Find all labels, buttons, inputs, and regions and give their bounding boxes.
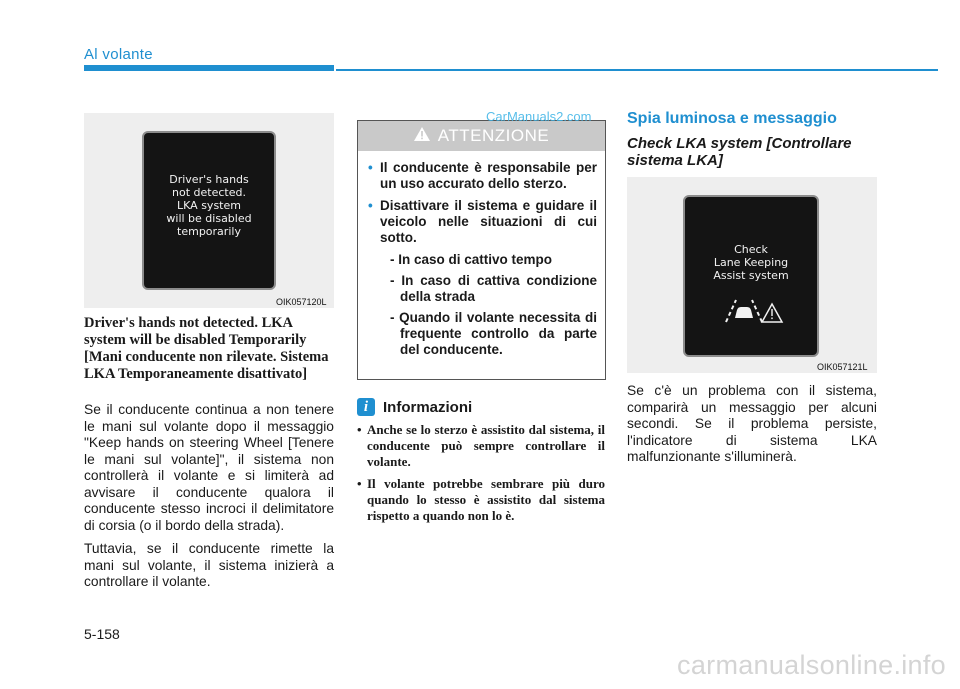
bullet-icon: • (368, 198, 373, 213)
page-number: 5-158 (84, 626, 120, 642)
warning-subitem: - In caso di cattiva condizione della strada (390, 273, 597, 304)
watermark: CarManuals2.com (486, 109, 592, 124)
paragraph: Tuttavia, se il conducente rimette la mani sul volante, il sistema inizierà a controllare il volante. (84, 541, 334, 589)
screen-line: temporarily (177, 225, 241, 238)
info-item: • Il volante potrebbe sembrare più duro quando lo stesso è assistito dal sistema rispetto a quando non lo è. (357, 476, 605, 523)
warning-list (358, 151, 605, 358)
warning-subitem: - In caso di cattivo tempo (390, 252, 553, 267)
info-item: • Anche se lo sterzo è assistito dal sistema, il conducente può sempre controllare il volante. (357, 422, 605, 469)
screen-line: Assist system (713, 269, 789, 282)
bullet-icon: • (357, 476, 362, 491)
warning-header (358, 121, 605, 151)
warning-title: ATTENZIONE (437, 126, 550, 145)
screen-line: Driver's hands (169, 173, 249, 186)
image-code: OIK057120L (276, 297, 327, 307)
screen-line: will be disabled (166, 212, 252, 225)
info-title: Informazioni (383, 398, 473, 416)
section-title: Al volante (84, 46, 153, 63)
footer-watermark: carmanualsonline.info (677, 650, 946, 680)
screen-line: Check (734, 243, 768, 256)
bullet-icon: • (357, 422, 362, 437)
warning-box (357, 120, 606, 380)
screen-line: Lane Keeping (713, 256, 789, 269)
lka-check-image (627, 177, 877, 373)
info-header (357, 398, 472, 416)
warning-icon (414, 126, 430, 146)
right-body (627, 383, 877, 473)
bullet-icon: • (368, 160, 373, 175)
paragraph: Se il conducente continua a non tenere le mani sul volante dopo il messaggio "Keep hands on steering Wheel [Tenere le mani sul volante]", il sistema non controllerà il volante e si limiterà ad avvisare il conducente qualora il conducente stesso incroci il delimitatore di corsia (o il bordo della strada). (84, 402, 334, 533)
lka-hands-image (84, 113, 334, 308)
cluster-screen (142, 131, 276, 290)
warning-item: • Il conducente è responsabile per un uso accurato dello sterzo. (368, 160, 597, 191)
screen-line: LKA system (177, 199, 241, 212)
left-heading: Driver's hands not detected. LKA system will be disabled Temporarily [Mani conducente non rilevate. Sistema LKA Temporaneamente disattivato] (84, 315, 329, 382)
header-rule (336, 69, 938, 71)
info-icon: i (357, 398, 375, 416)
warning-subitem: - Quando il volante necessita di frequente controllo da parte del conducente. (390, 310, 597, 357)
cluster-screen (683, 195, 819, 357)
header-bar (84, 65, 334, 71)
screen-line: not detected. (172, 186, 246, 199)
lka-warning-icon (685, 296, 817, 329)
right-title: Spia luminosa e messaggio (627, 110, 837, 127)
left-body (84, 402, 334, 598)
paragraph: Se c'è un problema con il sistema, comparirà un messaggio per alcuni secondi. Se il problema persiste, l'indicatore di sistema LKA malfunzionante s'illuminerà. (627, 383, 877, 464)
right-subtitle: Check LKA system [Controllare sistema LKA] (627, 135, 852, 169)
image-code: OIK057121L (817, 362, 868, 372)
info-list (357, 422, 605, 530)
warning-item: • Disattivare il sistema e guidare il veicolo nelle situazioni di cui sotto. (368, 198, 597, 245)
